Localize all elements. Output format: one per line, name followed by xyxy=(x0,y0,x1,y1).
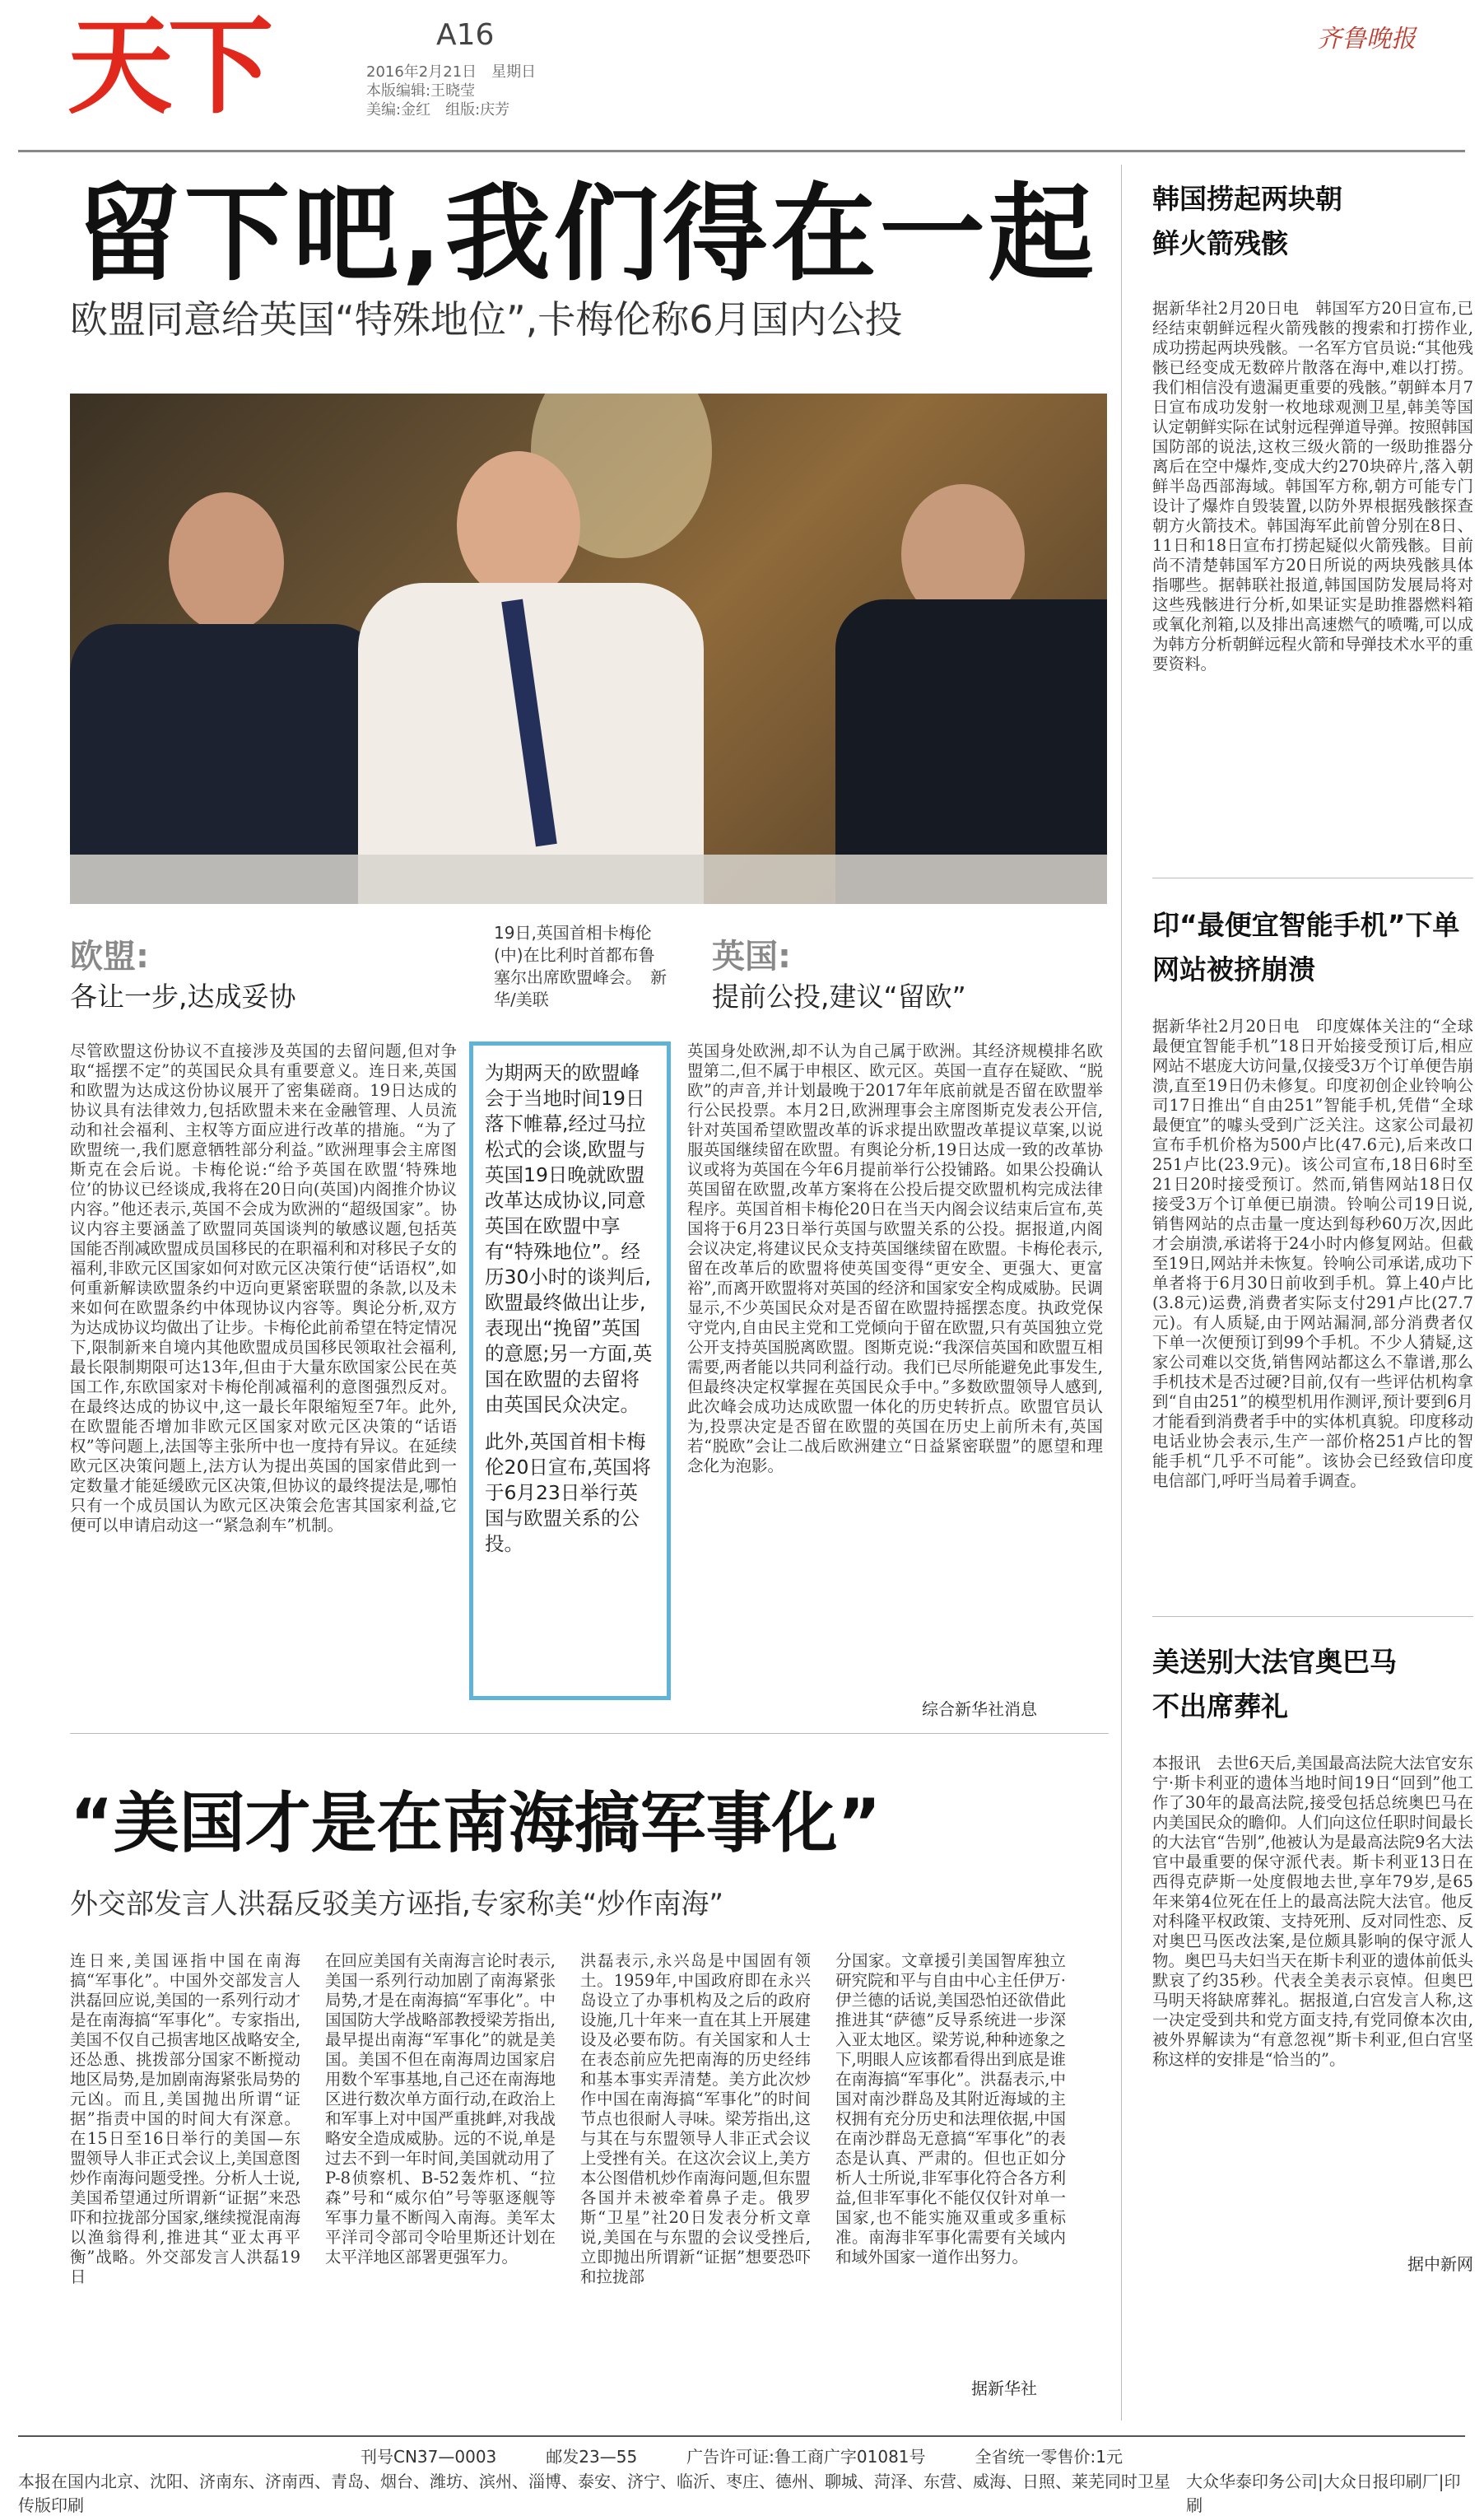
sidebar-title-2: 印“最便宜智能手机”下单网站被挤崩溃 xyxy=(1152,909,1460,985)
second-subhead: 外交部发言人洪磊反驳美方诬指,专家称美“炒作南海” xyxy=(70,1888,724,1921)
eu-section-sub: 各让一步,达成妥协 xyxy=(70,981,296,1013)
sidebar-source-3: 据中新网 xyxy=(1407,2254,1473,2274)
sidebar-title-1: 韩国捞起两块朝鲜火箭残骸 xyxy=(1152,183,1342,259)
masthead-meta xyxy=(366,63,536,119)
editor-credit: 本版编辑:王晓莹 xyxy=(366,82,476,100)
lead-headline: 留下吧,我们得在一起 xyxy=(76,173,1097,296)
footer-print-info xyxy=(18,2468,1465,2516)
section-logo: 天下 xyxy=(67,6,269,128)
lead-summary-box xyxy=(469,1041,671,1700)
newspaper-brand: 齐鲁晚报 xyxy=(1317,25,1416,54)
sidebar-story-2: 据新华社2月20日电 印度媒体关注的“全球最便宜智能手机”18日开始接受预订后,相应网站不堪庞大访问量,仅接受3万个订单便告崩溃,直至19日仍未修复。印度初创企业铃响公司17日推出“自由251”智能手机,凭借“全球最便宜”的噱头受到广泛关注。这家公司最初宣布手机价格为500卢比(47.6元),后来改口251卢比(23.9元)。该公司宣布,18日6时至21日20时接受预订。然而,销售网站18日仅接受3万个订单便已崩溃。铃响公司19日说,销售网站的点击量一度达到每秒60万次,因此才会崩溃,承诺将于24小时内修复网站。但截至19日,网站并未恢复。铃响公司承诺,成功下单者将于6月30日前收到手机。算上40卢比(3.8元)运费,消费者实际支付291卢比(27.7元)。有人质疑,由于网站漏洞,部分消费者仅下单一次便预订到99个手机。不少人猜疑,这家公司难以交货,销售网站都这么不靠谱,那么手机技术是否过硬?目前,仅有一些评估机构拿到“自由251”的模型机用作测评,预计要到6月才能看到消费者手中的实体机真貌。印度移动电话业协会表示,生产一部价格251卢比的智能手机“几乎不可能”。该协会已经致信印度电信部门,呼吁当局着手调查。 xyxy=(1152,1017,1473,1490)
masthead-rule xyxy=(18,150,1465,152)
uk-section-sub: 提前公投,建议“留欧” xyxy=(712,981,966,1013)
second-headline: “美国才是在南海搞军事化” xyxy=(70,1785,882,1861)
sidebar-story-3: 本报讯 去世6天后,美国最高法院大法官安东宁·斯卡利亚的遗体当地时间19日“回到”他工作了30年的最高法院,接受包括总统奥巴马在内美国民众的瞻仰。人们向这位任职时间最长的大法官“告别”,他被认为是最高法院9名大法官中最重要的保守派代表。斯卡利亚13日在西得克萨斯一处度假地去世,享年79岁,是65年来第4位死在任上的最高法院大法官。他反对科隆平权政策、支持死刑、反对同性恋、反对奥巴马医改法案,是位颇具影响的保守派人物。奥巴马夫妇当天在斯卡利亚的遗体前低头默哀了约35秒。代表全美表示哀悼。但奥巴马明天将缺席葬礼。据报道,白宫发言人称,这一决定受到共和党方面支持,有党同僚本次由,被外界解读为“有意忽视”斯卡利亚,但白宫坚称这样的安排是“恰当的”。 xyxy=(1152,1754,1473,2069)
summary-para-2: 此外,英国首相卡梅伦20日宣布,英国将于6月23日举行英国与欧盟关系的公投。 xyxy=(485,1430,651,1555)
lead-column-1: 尽管欧盟这份协议不直接涉及英国的去留问题,但对争取“摇摆不定”的英国民众具有重要意义。连日来,英国和欧盟为达成这份协议展开了密集磋商。19日达成的协议具有法律效力,包括欧盟未来在金融管理、人员流动和社会福利、主权等方面应进行改革的措施。“为了欧盟统一,我们愿意牺牲部分利益。”欧洲理事会主席图斯克在会后说。卡梅伦说:“给予英国在欧盟‘特殊地位’的协议已经谈成,我将在20日向(英国)内阁推介协议内容。”他还表示,英国不会成为欧洲的“超级国家”。协议内容主要涵盖了欧盟同英国谈判的敏感议题,包括英国能否削减欧盟成员国移民的在职福利和对移民子女的福利,非欧元区国家如何对欧元区决策行使“话语权”,如何重新解读欧盟条约中迈向更紧密联盟的条款,以及未来如何在欧盟条约中体现协议内容等。舆论分析,双方为达成协议均做出了让步。卡梅伦此前希望在特定情况下,限制新来自境内其他欧盟成员国移民领取社会福利,最长限制期限可达13年,但由于大量东欧国家公民在英国工作,东欧国家对卡梅伦削减福利的意图强烈反对。在最终达成的协议中,这一最长年限缩短至7年。此外,在欧盟能否增加非欧元区国家对欧元区决策的“话语权”等问题上,法国等主张所中也一度持有异议。在延续欧元区决策问题上,法方认为提出英国的国家借此到一定数量才能延缓欧元区决策,但协议的最终提法是,哪怕只有一个成员国认为欧元区决策会危害其国家利益,它便可以申请启动这一“紧急刹车”机制。 xyxy=(70,1041,457,1535)
second-column-2: 在回应美国有关南海言论时表示,美国一系列行动加剧了南海紧张局势,才是在南海搞“军事化”。中国国防大学战略部教授梁芳指出,最早提出南海“军事化”的就是美国。美国不但在南海周边国家启用数个军事基地,自己还在南海地区进行数次单方面行动,在政治上和军事上对中国严重挑衅,对我战略安全造成威胁。远的不说,单是过去不到一年时间,美国就动用了P-8侦察机、B-52轰炸机、“拉森”号和“威尔伯”号等驱逐舰等军事力量不断闯入南海。美军太平洋司令部司令哈里斯还计划在太平洋地区部署更强军力。 xyxy=(325,1951,556,2267)
summary-para-1: 为期两天的欧盟峰会于当地时间19日落下帷幕,经过马拉松式的会谈,欧盟与英国19日晚就欧盟改革达成协议,同意英国在欧盟中享有“特殊地位”。经历30小时的谈判后,欧盟最终做出让步,表现出“挽留”英国的意愿;另一方面,英国在欧盟的去留将由英国民众决定。 xyxy=(485,1061,653,1416)
uk-section-head: 英国: xyxy=(712,938,791,976)
footer-printer: 大众华泰印务公司|大众日报印刷厂|印刷 xyxy=(1186,2472,1461,2515)
art-credit: 美编:金红 组版:庆芳 xyxy=(366,101,510,119)
footer-rule xyxy=(18,2435,1465,2437)
footer-publication-info: 刊号CN37—0003 邮发23—55 广告许可证:鲁工商广字01081号 全省统一零售价:1元 xyxy=(361,2447,1123,2467)
second-column-4: 分国家。文章援引美国智库独立研究院和平与自由中心主任伊万·伊兰德的话说,美国恐怕还欲借此推进其“萨德”反导系统进一步深入亚太地区。梁芳说,种种迹象之下,明眼人应该都看得出到底是谁在南海搞“军事化”。洪磊表示,中国对南沙群岛及其附近海域的主权拥有充分历史和法理依据,中国在南沙群岛无意搞“军事化”的表态是认真、严肃的。但也正如分析人士所说,非军事化符合各方利益,但非军事化不能仅仅针对单一国家,也不能实施双重或多重标准。南海非军事化需要有关域内和域外国家一道作出努力。 xyxy=(835,1951,1066,2267)
second-column-3: 洪磊表示,永兴岛是中国固有领土。1959年,中国政府即在永兴岛设立了办事机构及之后的政府设施,几十年来一直在其上开展建设及必要布防。有关国家和人士在表态前应先把南海的历史经纬和基本事实弄清楚。美方此次炒作中国在南海搞“军事化”的时间节点也很耐人寻味。梁芳指出,这与其在与东盟领导人非正式会议上受挫有关。在这次会议上,美方本公图借机炒作南海问题,但东盟各国并未被牵着鼻子走。俄罗斯“卫星”社20日发表分析文章说,美国在与东盟的会议受挫后,立即抛出所谓新“证据”想要恐吓和拉拢部 xyxy=(580,1951,811,2286)
second-column-1: 连日来,美国诬指中国在南海搞“军事化”。中国外交部发言人洪磊回应说,美国的一系列行动才是在南海搞“军事化”。专家指出,美国不仅自己损害地区战略安全,还怂恿、挑拨部分国家不断搅动地区局势,是加剧南海紧张局势的元凶。而且,美国抛出所谓“证据”指责中国的时间大有深意。在15日至16日举行的美国—东盟领导人非正式会议上,美国意图炒作南海问题受挫。分析人士说,美国希望通过所谓新“证据”来恐吓和拉拢部分国家,继续搅混南海以渔翁得利,推进其“亚太再平衡”战略。外交部发言人洪磊19日 xyxy=(70,1951,300,2286)
lead-column-3: 英国身处欧洲,却不认为自己属于欧洲。其经济规模排名欧盟第二,但不属于申根区、欧元区。英国一直存在疑欧、“脱欧”的声音,并计划最晚于2017年年底前就是否留在欧盟举行公民投票。本月2日,欧洲理事会主席图斯克发表公开信,针对英国希望欧盟改革的诉求提出欧盟改革提议草案,以说服英国继续留在欧盟。有舆论分析,19日达成一致的改革协议或将为英国在今年6月提前举行公投铺路。如果公投确认英国留在欧盟,改革方案将在公投后提交欧盟机构完成法律程序。英国首相卡梅伦20日在当天内阁会议结束后宣布,英国将于6月23日举行英国与欧盟关系的公投。据报道,内阁会议决定,将建议民众支持英国继续留在欧盟。卡梅伦表示,留在改革后的欧盟将使英国变得“更安全、更强大、更富裕”,而离开欧盟将对英国的经济和国家安全构成威胁。民调显示,不少英国民众对是否留在欧盟持摇摆态度。执政党保守党内,自由民主党和工党倾向于留在欧盟,只有英国独立党公开支持英国脱离欧盟。图斯克说:“我深信英国和欧盟互相需要,两者能以共同利益行动。我们已尽所能避免此事发生,但最终决定权掌握在英国民众手中。”多数欧盟领导人感到,此次峰会成功达成欧盟一体化的历史转折点。欧盟官员认为,投票决定是否留在欧盟的英国在历史上前所未有,英国若“脱欧”会让二战后欧洲建立“日益紧密联盟”的愿望和理念化为泡影。 xyxy=(687,1041,1103,1475)
sidebar-story-1: 据新华社2月20日电 韩国军方20日宣布,已经结束朝鲜远程火箭残骸的搜索和打捞作业,成功捞起两块残骸。一名军方官员说:“其他残骸已经变成无数碎片散落在海中,难以打捞。我们相信没有遗漏更重要的残骸。”朝鲜本月7日宣布成功发射一枚地球观测卫星,韩美等国认定朝鲜实际在试射远程弹道导弹。按照韩国国防部的说法,这枚三级火箭的一级助推器分离后在空中爆炸,变成大约270块碎片,落入朝鲜半岛西部海域。韩国军方称,朝方可能专门设计了爆炸自毁装置,以防外界根据残骸探查朝方火箭技术。韩国海军此前曾分别在8日、11日和18日宣布打捞起疑似火箭残骸。目前尚不清楚韩国军方20日所说的两块残骸具体指哪些。据韩联社报道,韩国国防发展局将对这些残骸进行分析,如果证实是助推器燃料箱或氧化剂箱,以及排出高速燃气的喷嘴,可以成为韩方分析朝鲜远程火箭和导弹技术水平的重要资料。 xyxy=(1152,299,1473,673)
lead-photo xyxy=(70,394,1107,904)
lead-source: 综合新华社消息 xyxy=(922,1699,1037,1719)
column-divider xyxy=(1121,165,1122,2420)
footer-print-cities: 本报在国内北京、沈阳、济南东、济南西、青岛、烟台、潍坊、滨州、淄博、泰安、济宁、临沂、枣庄、德州、聊城、菏泽、东营、威海、日照、莱芜同时卫星传版印刷 xyxy=(18,2472,1170,2515)
section-rule xyxy=(70,1733,1109,1734)
eu-section-head: 欧盟: xyxy=(70,938,149,976)
issue-date: 2016年2月21日 星期日 xyxy=(366,63,537,81)
sidebar-divider xyxy=(1152,1616,1473,1617)
photo-caption: 19日,英国首相卡梅伦(中)在比利时首都布鲁塞尔出席欧盟峰会。 新华/美联 xyxy=(494,923,667,1009)
lead-subhead: 欧盟同意给英国“特殊地位”,卡梅伦称6月国内公投 xyxy=(70,297,903,342)
sidebar-title-3: 美送别大法官奥巴马不出席葬礼 xyxy=(1152,1646,1397,1722)
sidebar xyxy=(1152,177,1473,2275)
page-number: A16 xyxy=(436,18,495,52)
second-source: 据新华社 xyxy=(971,2379,1037,2398)
